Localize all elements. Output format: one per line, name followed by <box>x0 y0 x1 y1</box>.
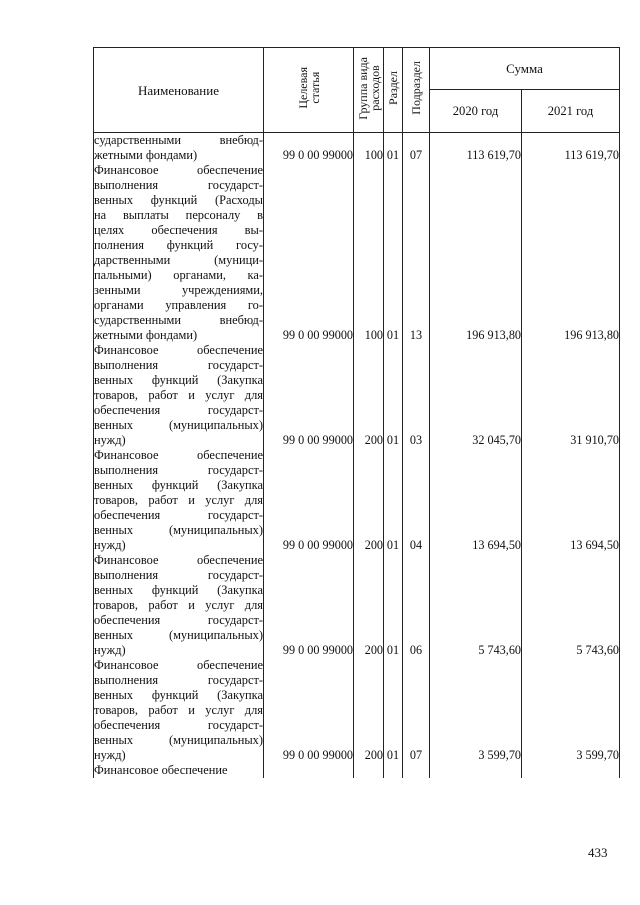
row-sum-2020: 5 743,60 <box>430 553 522 658</box>
name-line: сударственными внебюд- <box>94 133 263 147</box>
row-sum-2021: 31 910,70 <box>522 343 620 448</box>
row-name <box>94 133 264 164</box>
row-expense-group <box>354 763 384 778</box>
name-line: нужд) <box>94 643 126 657</box>
name-line: нужд) <box>94 748 126 762</box>
header-subsection: Подраздел <box>403 48 430 133</box>
row-subsection: 07 <box>403 658 430 763</box>
name-line: товаров, работ и услуг для <box>94 598 263 612</box>
name-line: выполнения государст- <box>94 568 263 582</box>
row-name <box>94 553 264 658</box>
row-target-article: 99 0 00 99000 <box>264 658 354 763</box>
name-line: зенными учреждениями, <box>94 283 263 297</box>
row-sum-2020: 3 599,70 <box>430 658 522 763</box>
row-subsection <box>403 763 430 778</box>
name-line: венных (муниципальных) <box>94 733 263 747</box>
header-year-2021: 2021 год <box>522 90 620 133</box>
row-section: 01 <box>384 163 403 343</box>
name-line: Финансовое обеспечение <box>94 448 263 462</box>
header-target-article: Целевая статья <box>264 48 354 133</box>
row-expense-group: 200 <box>354 658 384 763</box>
name-line: венных функций (Расходы <box>94 193 263 207</box>
row-sum-2020: 13 694,50 <box>430 448 522 553</box>
name-line: венных функций (Закупка <box>94 478 263 492</box>
name-line: выполнения государст- <box>94 463 263 477</box>
row-sum-2020: 196 913,80 <box>430 163 522 343</box>
row-subsection: 06 <box>403 553 430 658</box>
name-line: выполнения государст- <box>94 673 263 687</box>
row-expense-group: 200 <box>354 343 384 448</box>
header-section: Раздел <box>384 48 403 133</box>
row-sum-2021: 3 599,70 <box>522 658 620 763</box>
header-year-2020: 2020 год <box>430 90 522 133</box>
row-target-article <box>264 763 354 778</box>
name-line: венных функций (Закупка <box>94 583 263 597</box>
row-expense-group: 200 <box>354 448 384 553</box>
name-line: товаров, работ и услуг для <box>94 388 263 402</box>
row-target-article: 99 0 00 99000 <box>264 448 354 553</box>
table-row <box>94 163 620 343</box>
row-sum-2021: 5 743,60 <box>522 553 620 658</box>
row-target-article: 99 0 00 99000 <box>264 163 354 343</box>
row-name <box>94 163 264 343</box>
name-line: Финансовое обеспечение <box>94 658 263 672</box>
name-line: сударственными внебюд- <box>94 313 263 327</box>
name-line: венных (муниципальных) <box>94 418 263 432</box>
row-subsection: 07 <box>403 133 430 164</box>
row-sum-2021: 113 619,70 <box>522 133 620 164</box>
name-line: пальными) органами, ка- <box>94 268 263 282</box>
row-section: 01 <box>384 658 403 763</box>
row-name <box>94 763 264 778</box>
name-line: целях обеспечения вы- <box>94 223 263 237</box>
row-section: 01 <box>384 448 403 553</box>
header-sum: Сумма <box>430 48 620 90</box>
name-line: обеспечения государст- <box>94 718 263 732</box>
name-line: нужд) <box>94 538 126 552</box>
name-line: товаров, работ и услуг для <box>94 493 263 507</box>
table-row <box>94 658 620 763</box>
name-line: венных функций (Закупка <box>94 373 263 387</box>
row-sum-2021 <box>522 763 620 778</box>
name-line: выполнения государст- <box>94 358 263 372</box>
row-subsection: 04 <box>403 448 430 553</box>
name-line: органами управления го- <box>94 298 263 312</box>
table-row <box>94 448 620 553</box>
row-sum-2020 <box>430 763 522 778</box>
name-line: товаров, работ и услуг для <box>94 703 263 717</box>
row-expense-group: 100 <box>354 133 384 164</box>
name-line: жетными фондами) <box>94 328 198 342</box>
name-line: Финансовое обеспечение <box>94 553 263 567</box>
row-sum-2020: 32 045,70 <box>430 343 522 448</box>
name-line: обеспечения государст- <box>94 403 263 417</box>
table-body <box>94 133 620 779</box>
row-section: 01 <box>384 343 403 448</box>
budget-table <box>93 47 620 778</box>
header-expense-group: Группа вида расходов <box>354 48 384 133</box>
row-sum-2021: 196 913,80 <box>522 163 620 343</box>
row-section <box>384 763 403 778</box>
page-number: 433 <box>588 845 608 860</box>
name-line: на выплаты персоналу в <box>94 208 263 222</box>
name-line: полнения функций госу- <box>94 238 263 252</box>
name-line: обеспечения государст- <box>94 508 263 522</box>
row-expense-group: 200 <box>354 553 384 658</box>
row-sum-2020: 113 619,70 <box>430 133 522 164</box>
row-target-article: 99 0 00 99000 <box>264 133 354 164</box>
name-line: Финансовое обеспечение <box>94 763 228 777</box>
table-row <box>94 133 620 164</box>
name-line: венных (муниципальных) <box>94 523 263 537</box>
row-subsection: 03 <box>403 343 430 448</box>
name-line: нужд) <box>94 433 126 447</box>
row-target-article: 99 0 00 99000 <box>264 343 354 448</box>
row-section: 01 <box>384 553 403 658</box>
row-sum-2021: 13 694,50 <box>522 448 620 553</box>
name-line: выполнения государст- <box>94 178 263 192</box>
table-row <box>94 553 620 658</box>
name-line: жетными фондами) <box>94 148 198 162</box>
row-subsection: 13 <box>403 163 430 343</box>
table-row <box>94 343 620 448</box>
header-name: Наименование <box>94 48 264 133</box>
row-name <box>94 658 264 763</box>
row-target-article: 99 0 00 99000 <box>264 553 354 658</box>
row-expense-group: 100 <box>354 163 384 343</box>
name-line: обеспечения государст- <box>94 613 263 627</box>
name-line: венных (муниципальных) <box>94 628 263 642</box>
table-row <box>94 763 620 778</box>
name-line: венных функций (Закупка <box>94 688 263 702</box>
name-line: дарственными (муници- <box>94 253 263 267</box>
row-name <box>94 448 264 553</box>
name-line: Финансовое обеспечение <box>94 163 263 177</box>
name-line: Финансовое обеспечение <box>94 343 263 357</box>
row-name <box>94 343 264 448</box>
row-section: 01 <box>384 133 403 164</box>
